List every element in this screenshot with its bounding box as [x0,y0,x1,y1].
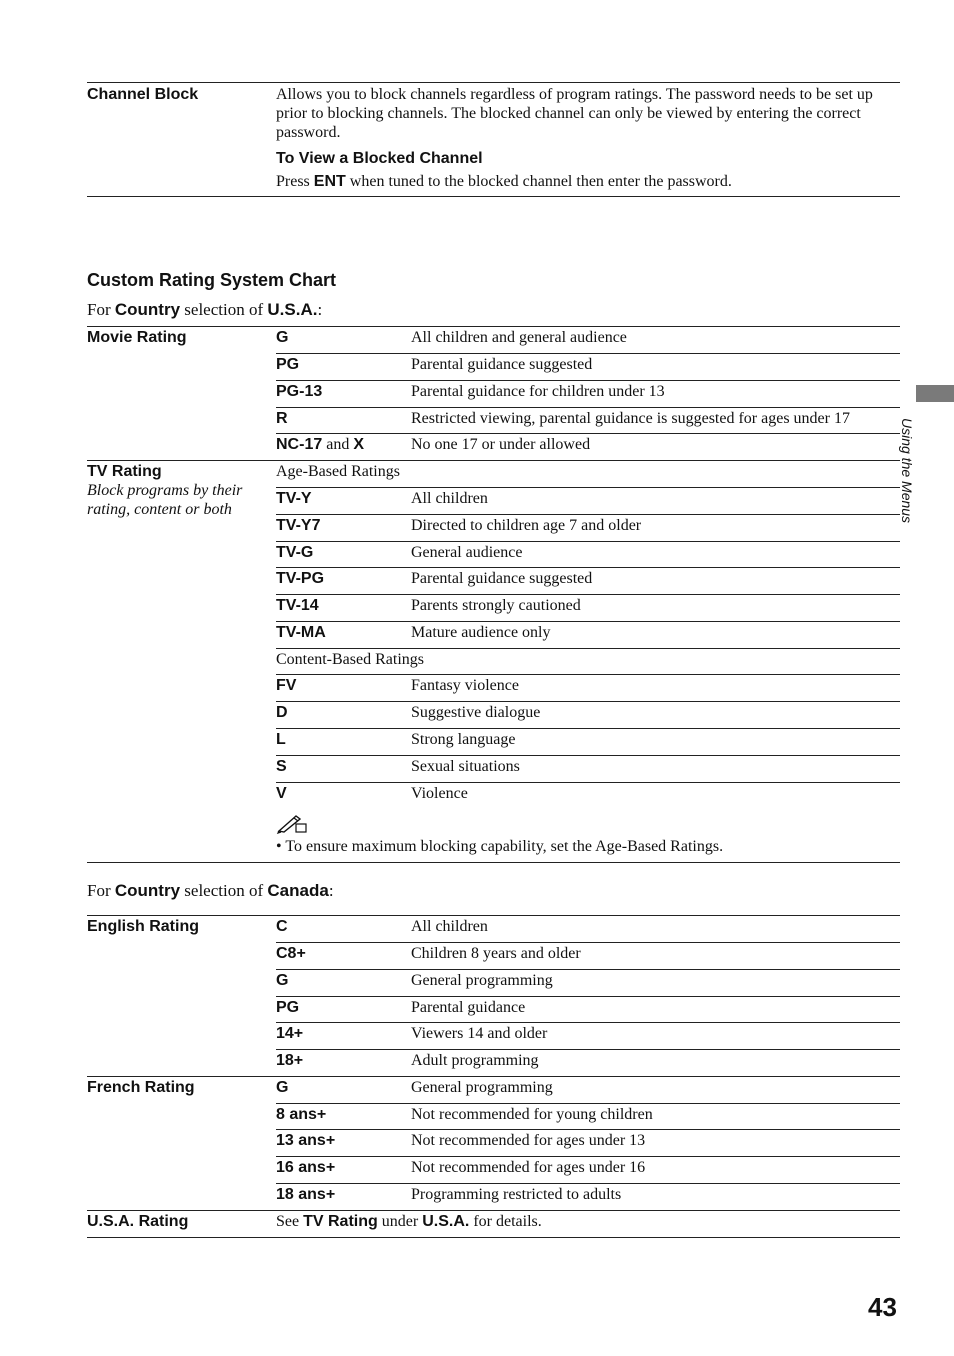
see-text: See [276,1213,304,1230]
divider [87,1237,900,1238]
rating-description: Parental guidance for children under 13 [411,383,665,400]
rating-description: Not recommended for ages under 13 [411,1132,646,1149]
chart-title: Custom Rating System Chart [87,270,337,290]
rating-code: TV-Y7 [276,517,321,534]
pencil-note-icon [276,812,308,834]
intro-mid: selection of [180,881,268,900]
and-text: and [322,436,354,453]
intro-suffix: : [317,300,323,319]
rating-description: Restricted viewing, parental guidance is suggested for ages under 17 [411,410,850,427]
rating-description: All children [411,918,488,935]
rating-code: TV-MA [276,624,326,641]
row-divider [276,380,900,381]
row-divider [276,1183,900,1184]
tv-rating-note-line2: rating, content or both [87,501,232,518]
rating-code: C [276,918,288,935]
rating-code: 8 ans+ [276,1106,327,1123]
rating-description: Violence [411,785,468,802]
section-tab-marker [916,385,954,402]
canada-intro [87,881,334,900]
row-divider [276,996,900,997]
rating-description: Children 8 years and older [411,945,581,962]
divider [87,196,900,197]
row-divider [276,942,900,943]
row-divider [276,674,900,675]
view-rest-text: when tuned to the blocked channel then enter the password. [345,173,732,190]
note-text: • To ensure maximum blocking capability, set the Age-Based Ratings. [276,838,724,855]
row-divider [276,487,900,488]
age-based-heading: Age-Based Ratings [276,463,400,480]
rating-code: S [276,758,287,775]
rating-code: PG [276,356,300,373]
french-rating-label: French Rating [87,1079,195,1096]
row-divider [276,407,900,408]
divider [87,326,900,327]
row-divider [276,1156,900,1157]
divider [87,1210,900,1211]
x-code: X [353,436,365,453]
rating-code: 14+ [276,1025,304,1042]
intro-prefix: For [87,300,115,319]
row-divider [276,728,900,729]
rating-description: General programming [411,972,553,989]
rating-code: D [276,704,288,721]
divider [87,915,900,916]
channel-block-label: Channel Block [87,86,199,103]
rating-description: Sexual situations [411,758,520,775]
rating-code: PG [276,999,300,1016]
rating-code: V [276,785,287,802]
rating-description: Parental guidance suggested [411,570,593,587]
row-divider [276,514,900,515]
divider [87,1076,900,1077]
row-divider [276,621,900,622]
view-blocked-channel-text [276,172,732,191]
intro-mid: selection of [180,300,268,319]
country-value: Canada [267,881,329,900]
usa-intro [87,300,322,319]
divider [87,82,900,83]
side-tab-text: Using the Menus [899,418,915,524]
view-blocked-channel-heading: To View a Blocked Channel [276,150,483,167]
rating-description: General audience [411,544,523,561]
under-text: under [377,1213,423,1230]
rating-description: All children [411,490,488,507]
row-divider [276,755,900,756]
rating-description: Directed to children age 7 and older [411,517,642,534]
rating-description: Adult programming [411,1052,539,1069]
rating-code: C8+ [276,945,306,962]
rating-code: TV-14 [276,597,319,614]
rating-code: R [276,410,288,427]
row-divider [276,1129,900,1130]
row-divider [276,353,900,354]
row-divider [276,1103,900,1104]
rating-code: FV [276,677,297,694]
usa-rating-text [276,1212,542,1231]
rating-code-nc17 [276,435,364,454]
row-divider [276,433,900,434]
rating-code: TV-PG [276,570,325,587]
details-text: for details. [469,1213,542,1230]
rating-description: General programming [411,1079,553,1096]
rating-description: Mature audience only [411,624,551,641]
country-label: Country [114,300,181,319]
nc17-code: NC-17 [276,436,323,453]
rating-code: 18 ans+ [276,1186,336,1203]
rating-code: TV-Y [276,490,312,507]
rating-description: Suggestive dialogue [411,704,541,721]
rating-code: G [276,1079,289,1096]
rating-description: Fantasy violence [411,677,519,694]
rating-code: 13 ans+ [276,1132,336,1149]
country-value: U.S.A. [267,300,318,319]
rating-code: G [276,329,289,346]
rating-description: Not recommended for young children [411,1106,653,1123]
ent-key: ENT [313,173,346,190]
rating-code: 18+ [276,1052,304,1069]
rating-description: Strong language [411,731,516,748]
movie-rating-label: Movie Rating [87,329,187,346]
tv-rating-label: TV Rating [87,463,162,480]
tv-rating-note-line1: Block programs by their [87,482,243,499]
english-rating-label: English Rating [87,918,199,935]
divider [87,460,900,461]
row-divider [276,541,900,542]
rating-code: TV-G [276,544,314,561]
rating-code: 16 ans+ [276,1159,336,1176]
rating-code: L [276,731,286,748]
rating-description: Parental guidance [411,999,526,1016]
channel-block-description: Allows you to block channels regardless of program ratings. The password needs to be set up prior to blocking channels. The blocked channel can only be viewed by entering the correct password. [276,86,873,141]
content-based-heading: Content-Based Ratings [276,651,424,668]
press-text: Press [276,173,314,190]
usa-rating-label: U.S.A. Rating [87,1213,189,1230]
row-divider [276,1049,900,1050]
rating-description: Not recommended for ages under 16 [411,1159,646,1176]
divider [87,862,900,863]
page-number: 43 [868,1292,897,1322]
row-divider [276,567,900,568]
intro-suffix: : [328,881,334,900]
row-divider [276,1022,900,1023]
row-divider [276,701,900,702]
rating-description: Parents strongly cautioned [411,597,581,614]
row-divider [276,648,900,649]
rating-description: All children and general audience [411,329,627,346]
row-divider [276,969,900,970]
rating-code: PG-13 [276,383,323,400]
usa-ref: U.S.A. [422,1213,470,1230]
rating-description: Parental guidance suggested [411,356,593,373]
rating-description: Viewers 14 and older [411,1025,548,1042]
country-label: Country [114,881,181,900]
side-tab-label [899,418,934,558]
intro-prefix: For [87,881,115,900]
rating-code: G [276,972,289,989]
tv-rating-ref: TV Rating [303,1213,378,1230]
rating-description: Programming restricted to adults [411,1186,622,1203]
rating-description: No one 17 or under allowed [411,436,591,453]
row-divider [276,594,900,595]
row-divider [276,782,900,783]
